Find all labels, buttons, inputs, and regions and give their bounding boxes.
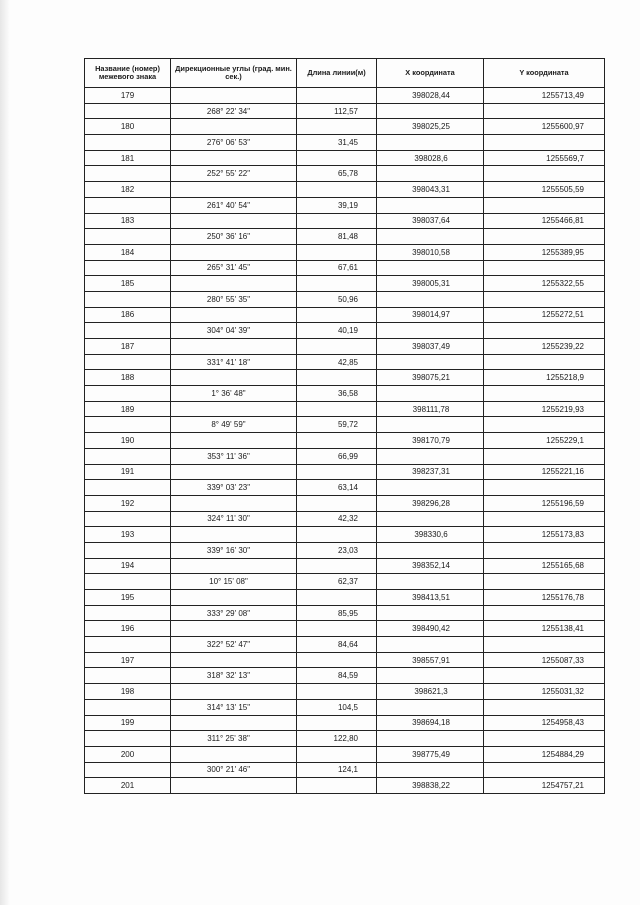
empty-cell [85, 448, 171, 464]
segment-row [85, 291, 605, 307]
empty-cell [484, 542, 605, 558]
y-coordinate-cell: 1255138,41 [484, 621, 605, 637]
segment-row [85, 542, 605, 558]
empty-cell [171, 652, 297, 668]
point-row [85, 276, 605, 292]
empty-cell [377, 542, 484, 558]
empty-cell [297, 276, 377, 292]
marker-name-cell: 193 [85, 527, 171, 543]
y-coordinate-cell: 1255229,1 [484, 433, 605, 449]
empty-cell [171, 495, 297, 511]
empty-cell [85, 480, 171, 496]
empty-cell [85, 417, 171, 433]
empty-cell [297, 213, 377, 229]
line-length-cell: 59,72 [297, 417, 377, 433]
empty-cell [297, 339, 377, 355]
empty-cell [297, 495, 377, 511]
empty-cell [484, 103, 605, 119]
empty-cell [297, 182, 377, 198]
marker-name-cell: 199 [85, 715, 171, 731]
point-row [85, 715, 605, 731]
empty-cell [484, 762, 605, 778]
bearing-angle-cell: 324° 11' 30" [171, 511, 297, 527]
bearing-angle-cell: 322° 52' 47" [171, 637, 297, 653]
segment-row [85, 354, 605, 370]
empty-cell [377, 637, 484, 653]
empty-cell [85, 354, 171, 370]
empty-cell [297, 370, 377, 386]
marker-name-cell: 179 [85, 88, 171, 104]
segment-row [85, 480, 605, 496]
empty-cell [171, 370, 297, 386]
x-coordinate-cell: 398490,42 [377, 621, 484, 637]
line-length-cell: 112,57 [297, 103, 377, 119]
y-coordinate-cell: 1255221,16 [484, 464, 605, 480]
empty-cell [171, 307, 297, 323]
y-coordinate-cell: 1255165,68 [484, 558, 605, 574]
empty-cell [171, 433, 297, 449]
empty-cell [484, 605, 605, 621]
x-coordinate-cell: 398694,18 [377, 715, 484, 731]
line-length-cell: 122,80 [297, 731, 377, 747]
y-coordinate-cell: 1255389,95 [484, 244, 605, 260]
marker-name-cell: 200 [85, 746, 171, 762]
empty-cell [171, 213, 297, 229]
empty-cell [484, 731, 605, 747]
x-coordinate-cell: 398075,21 [377, 370, 484, 386]
empty-cell [85, 386, 171, 402]
point-row [85, 370, 605, 386]
marker-name-cell: 194 [85, 558, 171, 574]
y-coordinate-cell: 1255713,49 [484, 88, 605, 104]
empty-cell [85, 511, 171, 527]
segment-row [85, 166, 605, 182]
line-length-cell: 42,32 [297, 511, 377, 527]
empty-cell [171, 339, 297, 355]
bearing-angle-cell: 276° 06' 53" [171, 135, 297, 151]
bearing-angle-cell: 333° 29' 08" [171, 605, 297, 621]
marker-name-cell: 195 [85, 590, 171, 606]
empty-cell [85, 291, 171, 307]
empty-cell [171, 244, 297, 260]
empty-cell [484, 574, 605, 590]
empty-cell [484, 323, 605, 339]
marker-name-cell: 181 [85, 150, 171, 166]
empty-cell [484, 291, 605, 307]
empty-cell [297, 746, 377, 762]
bearing-angle-cell: 250° 36' 16" [171, 229, 297, 245]
bearing-angle-cell: 339° 03' 23" [171, 480, 297, 496]
point-row [85, 590, 605, 606]
bearing-angle-cell: 280° 55' 35" [171, 291, 297, 307]
empty-cell [85, 103, 171, 119]
point-row [85, 621, 605, 637]
x-coordinate-cell: 398010,58 [377, 244, 484, 260]
segment-row [85, 417, 605, 433]
x-coordinate-cell: 398170,79 [377, 433, 484, 449]
y-coordinate-cell: 1255218,9 [484, 370, 605, 386]
marker-name-cell: 182 [85, 182, 171, 198]
empty-cell [85, 323, 171, 339]
empty-cell [85, 699, 171, 715]
point-row [85, 182, 605, 198]
empty-cell [85, 542, 171, 558]
y-coordinate-cell: 1254884,29 [484, 746, 605, 762]
point-row [85, 495, 605, 511]
empty-cell [297, 590, 377, 606]
y-coordinate-cell: 1255505,59 [484, 182, 605, 198]
empty-cell [484, 354, 605, 370]
line-length-cell: 84,59 [297, 668, 377, 684]
segment-row [85, 103, 605, 119]
bearing-angle-cell: 10° 15' 08" [171, 574, 297, 590]
empty-cell [377, 605, 484, 621]
x-coordinate-cell: 398028,44 [377, 88, 484, 104]
segment-row [85, 637, 605, 653]
segment-row [85, 323, 605, 339]
marker-name-cell: 185 [85, 276, 171, 292]
x-coordinate-cell: 398014,97 [377, 307, 484, 323]
bearing-angle-cell: 339° 16' 30" [171, 542, 297, 558]
y-coordinate-cell: 1255176,78 [484, 590, 605, 606]
line-length-cell: 81,48 [297, 229, 377, 245]
line-length-cell: 67,61 [297, 260, 377, 276]
segment-row [85, 762, 605, 778]
empty-cell [377, 386, 484, 402]
marker-name-cell: 186 [85, 307, 171, 323]
y-coordinate-cell: 1255087,33 [484, 652, 605, 668]
x-coordinate-cell: 398037,49 [377, 339, 484, 355]
empty-cell [484, 135, 605, 151]
empty-cell [377, 197, 484, 213]
segment-row [85, 260, 605, 276]
empty-cell [484, 197, 605, 213]
empty-cell [377, 354, 484, 370]
marker-name-cell: 188 [85, 370, 171, 386]
empty-cell [484, 386, 605, 402]
x-coordinate-cell: 398037,64 [377, 213, 484, 229]
empty-cell [297, 401, 377, 417]
bearing-angle-cell: 318° 32' 13" [171, 668, 297, 684]
bearing-angle-cell: 304° 04' 39" [171, 323, 297, 339]
marker-name-cell: 197 [85, 652, 171, 668]
y-coordinate-cell: 1255466,81 [484, 213, 605, 229]
x-coordinate-cell: 398413,51 [377, 590, 484, 606]
empty-cell [171, 715, 297, 731]
empty-cell [297, 527, 377, 543]
x-coordinate-cell: 398025,25 [377, 119, 484, 135]
empty-cell [171, 590, 297, 606]
point-row [85, 652, 605, 668]
empty-cell [85, 166, 171, 182]
x-coordinate-cell: 398557,91 [377, 652, 484, 668]
empty-cell [171, 684, 297, 700]
empty-cell [85, 762, 171, 778]
empty-cell [171, 88, 297, 104]
empty-cell [484, 511, 605, 527]
empty-cell [484, 480, 605, 496]
empty-cell [171, 778, 297, 794]
segment-row [85, 386, 605, 402]
empty-cell [85, 637, 171, 653]
y-coordinate-cell: 1255272,51 [484, 307, 605, 323]
point-row [85, 339, 605, 355]
empty-cell [297, 464, 377, 480]
empty-cell [171, 558, 297, 574]
y-coordinate-cell: 1255196,59 [484, 495, 605, 511]
empty-cell [377, 762, 484, 778]
empty-cell [484, 668, 605, 684]
empty-cell [85, 229, 171, 245]
empty-cell [377, 668, 484, 684]
empty-cell [377, 291, 484, 307]
line-length-cell: 36,58 [297, 386, 377, 402]
empty-cell [297, 652, 377, 668]
marker-name-cell: 187 [85, 339, 171, 355]
point-row [85, 778, 605, 794]
x-coordinate-cell: 398330,6 [377, 527, 484, 543]
line-length-cell: 40,19 [297, 323, 377, 339]
empty-cell [377, 448, 484, 464]
boundary-coordinates-table [84, 58, 605, 794]
empty-cell [85, 668, 171, 684]
x-coordinate-cell: 398775,49 [377, 746, 484, 762]
empty-cell [297, 621, 377, 637]
point-row [85, 119, 605, 135]
empty-cell [377, 103, 484, 119]
point-row [85, 88, 605, 104]
line-length-cell: 62,37 [297, 574, 377, 590]
marker-name-cell: 190 [85, 433, 171, 449]
bearing-angle-cell: 268° 22' 34" [171, 103, 297, 119]
bearing-angle-cell: 252° 55' 22" [171, 166, 297, 182]
bearing-angle-cell: 261° 40' 54" [171, 197, 297, 213]
header-line-length: Длина линии(м) [297, 59, 377, 88]
bearing-angle-cell: 311° 25' 38" [171, 731, 297, 747]
empty-cell [377, 229, 484, 245]
segment-row [85, 731, 605, 747]
segment-row [85, 574, 605, 590]
marker-name-cell: 191 [85, 464, 171, 480]
y-coordinate-cell: 1255239,22 [484, 339, 605, 355]
point-row [85, 244, 605, 260]
line-length-cell: 23,03 [297, 542, 377, 558]
empty-cell [377, 260, 484, 276]
empty-cell [484, 229, 605, 245]
empty-cell [171, 276, 297, 292]
x-coordinate-cell: 398043,31 [377, 182, 484, 198]
marker-name-cell: 183 [85, 213, 171, 229]
empty-cell [171, 401, 297, 417]
line-length-cell: 31,45 [297, 135, 377, 151]
bearing-angle-cell: 314° 13' 15" [171, 699, 297, 715]
empty-cell [297, 684, 377, 700]
empty-cell [171, 527, 297, 543]
x-coordinate-cell: 398005,31 [377, 276, 484, 292]
empty-cell [85, 731, 171, 747]
empty-cell [484, 637, 605, 653]
empty-cell [484, 166, 605, 182]
segment-row [85, 448, 605, 464]
empty-cell [297, 244, 377, 260]
empty-cell [377, 166, 484, 182]
bearing-angle-cell: 8° 49' 59" [171, 417, 297, 433]
empty-cell [377, 574, 484, 590]
point-row [85, 527, 605, 543]
x-coordinate-cell: 398111,78 [377, 401, 484, 417]
line-length-cell: 42,85 [297, 354, 377, 370]
empty-cell [85, 135, 171, 151]
empty-cell [377, 480, 484, 496]
y-coordinate-cell: 1254757,21 [484, 778, 605, 794]
empty-cell [377, 417, 484, 433]
line-length-cell: 84,64 [297, 637, 377, 653]
segment-row [85, 668, 605, 684]
bearing-angle-cell: 331° 41' 18" [171, 354, 297, 370]
y-coordinate-cell: 1255600,97 [484, 119, 605, 135]
empty-cell [377, 511, 484, 527]
empty-cell [85, 605, 171, 621]
marker-name-cell: 189 [85, 401, 171, 417]
line-length-cell: 65,78 [297, 166, 377, 182]
line-length-cell: 104,5 [297, 699, 377, 715]
empty-cell [297, 119, 377, 135]
y-coordinate-cell: 1255173,83 [484, 527, 605, 543]
empty-cell [85, 574, 171, 590]
point-row [85, 307, 605, 323]
x-coordinate-cell: 398621,3 [377, 684, 484, 700]
header-y-coordinate: Y координата [484, 59, 605, 88]
empty-cell [377, 135, 484, 151]
empty-cell [297, 433, 377, 449]
empty-cell [297, 307, 377, 323]
header-marker-name: Название (номер) межевого знака [85, 59, 171, 88]
point-row [85, 558, 605, 574]
y-coordinate-cell: 1255322,55 [484, 276, 605, 292]
empty-cell [171, 464, 297, 480]
empty-cell [297, 150, 377, 166]
line-length-cell: 39,19 [297, 197, 377, 213]
line-length-cell: 66,99 [297, 448, 377, 464]
marker-name-cell: 184 [85, 244, 171, 260]
segment-row [85, 229, 605, 245]
x-coordinate-cell: 398352,14 [377, 558, 484, 574]
y-coordinate-cell: 1255569,7 [484, 150, 605, 166]
empty-cell [171, 150, 297, 166]
marker-name-cell: 192 [85, 495, 171, 511]
segment-row [85, 135, 605, 151]
empty-cell [484, 417, 605, 433]
empty-cell [484, 448, 605, 464]
scan-edge-shadow [0, 0, 10, 905]
empty-cell [171, 119, 297, 135]
segment-row [85, 605, 605, 621]
empty-cell [297, 88, 377, 104]
line-length-cell: 85,95 [297, 605, 377, 621]
bearing-angle-cell: 1° 36' 48" [171, 386, 297, 402]
empty-cell [377, 699, 484, 715]
empty-cell [377, 323, 484, 339]
marker-name-cell: 196 [85, 621, 171, 637]
marker-name-cell: 201 [85, 778, 171, 794]
header-x-coordinate: X координата [377, 59, 484, 88]
marker-name-cell: 180 [85, 119, 171, 135]
line-length-cell: 63,14 [297, 480, 377, 496]
empty-cell [85, 260, 171, 276]
empty-cell [484, 699, 605, 715]
segment-row [85, 197, 605, 213]
bearing-angle-cell: 353° 11' 36" [171, 448, 297, 464]
line-length-cell: 124,1 [297, 762, 377, 778]
empty-cell [484, 260, 605, 276]
bearing-angle-cell: 300° 21' 46" [171, 762, 297, 778]
table-header-row [85, 59, 605, 88]
empty-cell [171, 621, 297, 637]
line-length-cell: 50,96 [297, 291, 377, 307]
point-row [85, 150, 605, 166]
empty-cell [171, 746, 297, 762]
empty-cell [377, 731, 484, 747]
point-row [85, 401, 605, 417]
point-row [85, 433, 605, 449]
y-coordinate-cell: 1255219,93 [484, 401, 605, 417]
point-row [85, 684, 605, 700]
point-row [85, 746, 605, 762]
empty-cell [297, 715, 377, 731]
header-bearing-angle: Дирекционные углы (град. мин. сек.) [171, 59, 297, 88]
empty-cell [297, 778, 377, 794]
x-coordinate-cell: 398028,6 [377, 150, 484, 166]
x-coordinate-cell: 398838,22 [377, 778, 484, 794]
table-body [85, 88, 605, 794]
bearing-angle-cell: 265° 31' 45" [171, 260, 297, 276]
point-row [85, 213, 605, 229]
marker-name-cell: 198 [85, 684, 171, 700]
empty-cell [171, 182, 297, 198]
segment-row [85, 699, 605, 715]
empty-cell [85, 197, 171, 213]
x-coordinate-cell: 398296,28 [377, 495, 484, 511]
x-coordinate-cell: 398237,31 [377, 464, 484, 480]
y-coordinate-cell: 1254958,43 [484, 715, 605, 731]
y-coordinate-cell: 1255031,32 [484, 684, 605, 700]
segment-row [85, 511, 605, 527]
empty-cell [297, 558, 377, 574]
point-row [85, 464, 605, 480]
